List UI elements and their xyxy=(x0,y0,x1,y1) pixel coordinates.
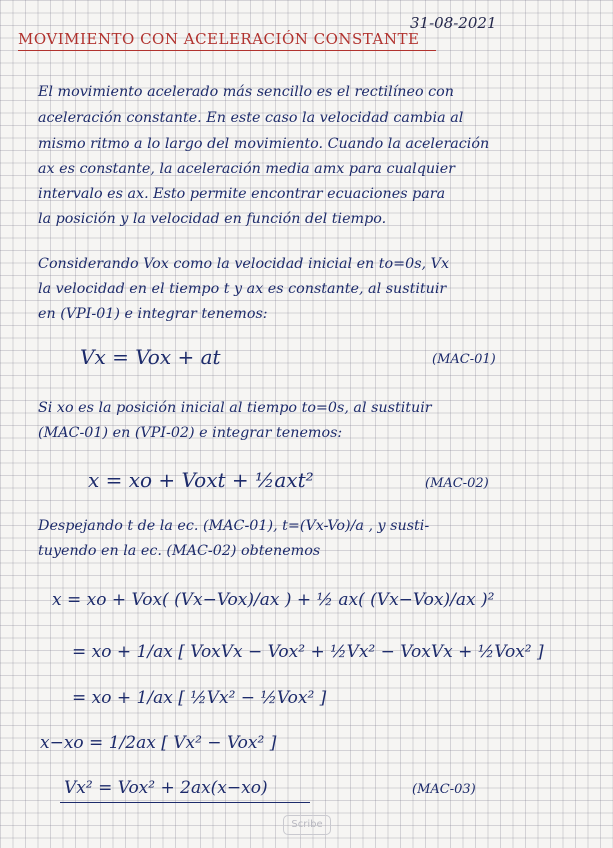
equation-mac01: Vx = Vox + at xyxy=(80,345,221,369)
equation-step-4: x−xo = 1/2ax [ Vx² − Vox² ] xyxy=(40,733,277,753)
title-underline xyxy=(18,50,436,51)
text-line: tuyendo en la ec. (MAC-02) obtenemos xyxy=(38,543,321,559)
text-line: aceleración constante. En este caso la velocidad cambia al xyxy=(38,110,464,126)
text-line: mismo ritmo a lo largo del movimiento. Cuando la aceleración xyxy=(38,136,490,152)
page-title: MOVIMIENTO CON ACELERACIÓN CONSTANTE xyxy=(18,30,420,48)
text-line: El movimiento acelerado más sencillo es el rectilíneo con xyxy=(38,84,454,100)
text-line: en (VPI-01) e integrar tenemos: xyxy=(38,306,268,322)
equation-mac03-underline xyxy=(60,802,310,803)
text-line: ax es constante, la aceleración media amx para cualquier xyxy=(38,161,455,177)
text-line: Si xo es la posición inicial al tiempo to=0s, al sustituir xyxy=(38,400,432,416)
equation-step-1: x = xo + Vox( (Vx−Vox)/ax ) + ½ ax( (Vx−Vox)/ax )² xyxy=(52,590,495,610)
text-line: la posición y la velocidad en función del tiempo. xyxy=(38,211,387,227)
date-label: 31-08-2021 xyxy=(410,14,497,32)
equation-tag-mac02: (MAC-02) xyxy=(425,476,489,491)
text-line: intervalo es ax. Esto permite encontrar ecuaciones para xyxy=(38,186,446,202)
text-line: (MAC-01) en (VPI-02) e integrar tenemos: xyxy=(38,425,343,441)
text-line: Considerando Vox como la velocidad inicial en to=0s, Vx xyxy=(38,256,450,272)
equation-tag-mac03: (MAC-03) xyxy=(412,782,476,797)
equation-step-2: = xo + 1/ax [ VoxVx − Vox² + ½Vx² − VoxVx + ½Vox² ] xyxy=(72,642,544,662)
scribe-logo: Scribe xyxy=(283,815,331,835)
equation-mac03: Vx² = Vox² + 2ax(x−xo) xyxy=(64,778,268,798)
text-line: Despejando t de la ec. (MAC-01), t=(Vx-Vo)/a , y susti- xyxy=(38,518,430,534)
equation-tag-mac01: (MAC-01) xyxy=(432,352,496,367)
equation-mac02: x = xo + Voxt + ½axt² xyxy=(88,468,314,492)
equation-step-3: = xo + 1/ax [ ½Vx² − ½Vox² ] xyxy=(72,688,327,708)
text-line: la velocidad en el tiempo t y ax es constante, al sustituir xyxy=(38,281,447,297)
